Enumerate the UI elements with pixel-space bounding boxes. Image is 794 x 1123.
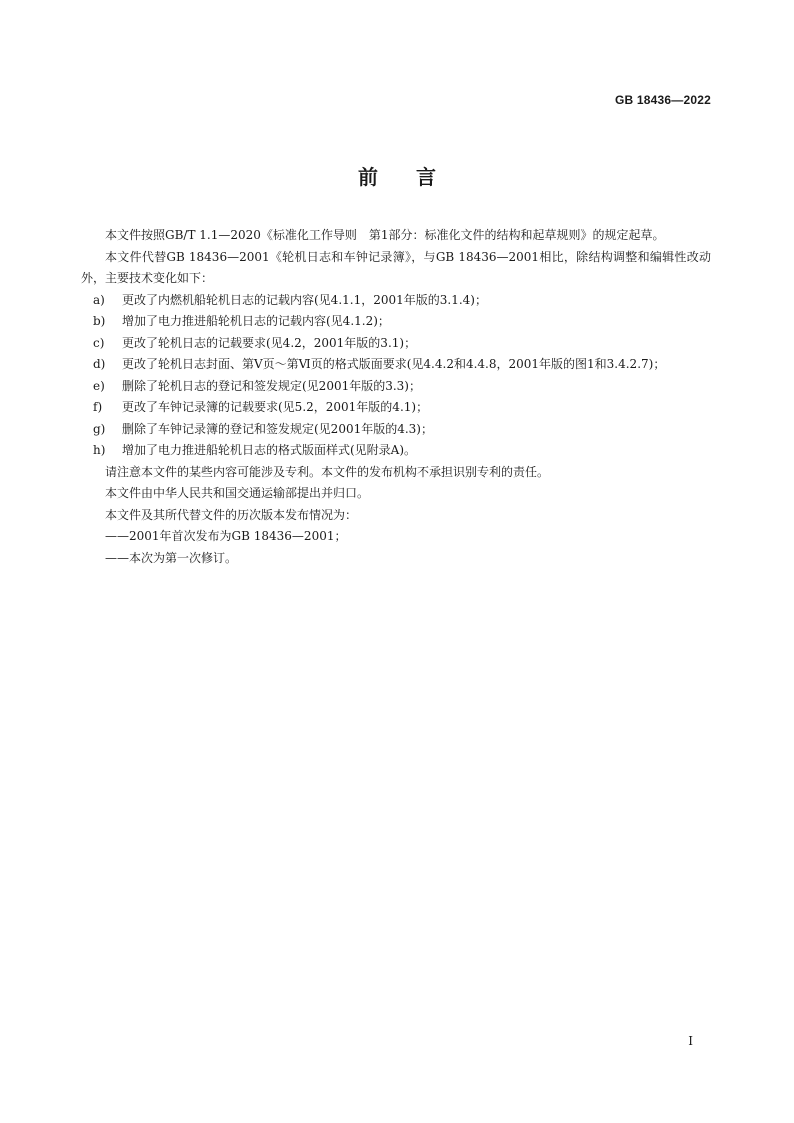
list-item [81,311,711,333]
list-item [81,376,711,398]
list-marker: f) [93,400,103,414]
list-marker: d) [93,357,106,371]
list-item [81,354,711,376]
page-number: Ⅰ [688,1034,693,1048]
list-text: 增加了电力推进船轮机日志的格式版面样式(见附录A)。 [122,443,417,457]
list-marker: e) [93,378,105,393]
list-marker: b) [93,314,106,328]
list-marker: c) [93,335,105,350]
list-text: 更改了内燃机船轮机日志的记载内容(见4.1.1，2001年版的3.1.4)； [122,292,487,307]
proposer-statement: 本文件由中华人民共和国交通运输部提出并归口。 [105,486,370,500]
list-text: 更改了车钟记录簿的记载要求(见5.2，2001年版的4.1)； [122,400,429,414]
list-item [81,290,711,312]
list-marker: h) [93,443,106,457]
drafting-rule-paragraph: 本文件按照GB/T 1.1—2020《标准化工作导则 第1部分：标准化文件的结构和起草规则》的规定起草。 [105,228,665,242]
list-item [81,333,711,355]
title-char-2: 言 [416,165,436,189]
replacement-paragraph: 本文件代替GB 18436—2001《轮机日志和车钟记录簿》，与GB 18436—2001相比，除结构调整和编辑性改动外，主要技术变化如下： [81,249,711,285]
title-char-1: 前 [358,165,378,189]
history-intro: 本文件及其所代替文件的历次版本发布情况为： [105,507,358,522]
list-text: 删除了车钟记录簿的登记和签发规定(见2001年版的4.3)； [122,421,433,436]
list-item [81,440,711,462]
list-text: 更改了轮机日志封面、第Ⅴ页～第Ⅵ页的格式版面要求(见4.4.2和4.4.8，2001年版的图1和3.4.2.7)； [122,357,666,371]
standard-number: GB 18436—2022 [615,93,711,107]
patent-notice: 请注意本文件的某些内容可能涉及专利。本文件的发布机构不承担识别专利的责任。 [105,464,550,479]
list-item [81,419,711,441]
list-text: 删除了轮机日志的登记和签发规定(见2001年版的3.3)； [122,378,421,393]
history-item: ——2001年首次发布为GB 18436—2001； [105,529,347,543]
change-list [81,290,711,462]
history-item: ——本次为第一次修订。 [105,550,238,565]
list-marker: g) [93,421,106,436]
list-text: 增加了电力推进船轮机日志的记载内容(见4.1.2)； [122,314,390,328]
list-marker: a) [93,292,105,307]
page-title [0,161,794,190]
list-item [81,397,711,419]
foreword-body [81,225,711,569]
list-text: 更改了轮机日志的记载要求(见4.2，2001年版的3.1)； [122,335,417,350]
